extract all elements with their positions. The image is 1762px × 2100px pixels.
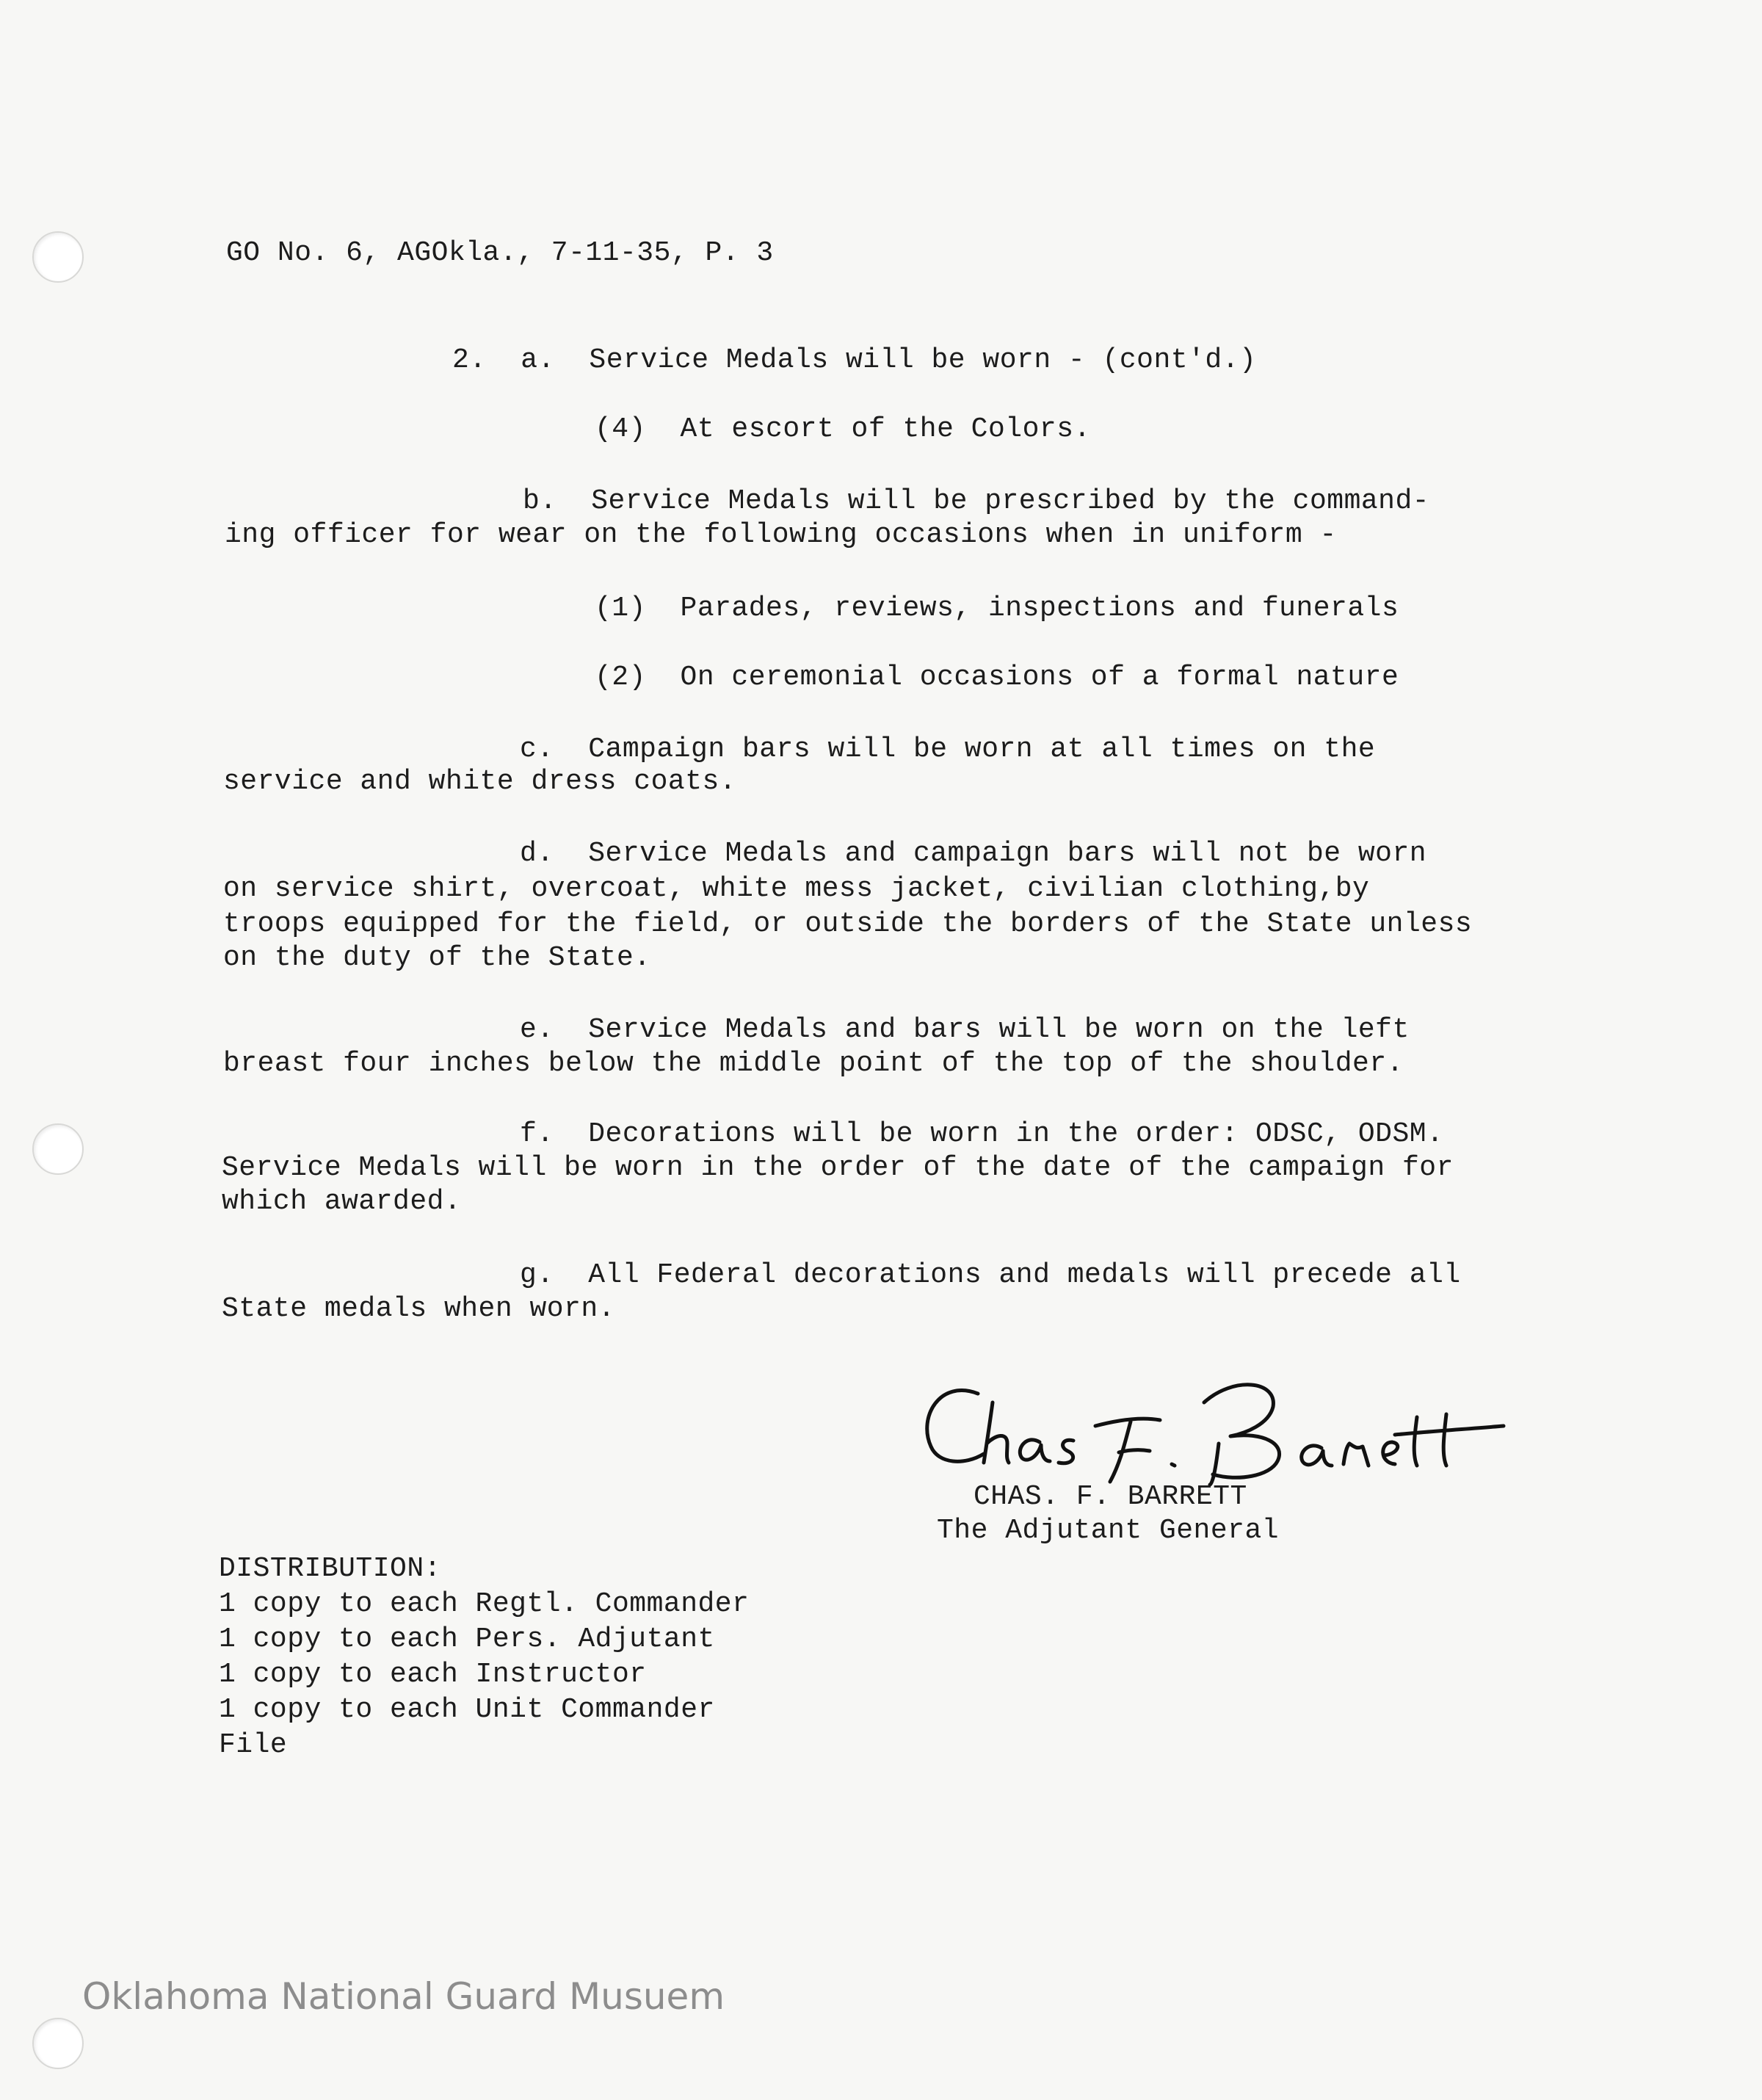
para-2a: 2. a. Service Medals will be worn - (cont'd.) [452, 344, 1257, 376]
para-d-line-4: on the duty of the State. [223, 942, 651, 974]
punch-hole [32, 2018, 84, 2069]
item-1: (1) Parades, reviews, inspections and funerals [595, 593, 1399, 624]
signatory-name: CHAS. F. BARRETT [974, 1481, 1247, 1513]
para-b-line-2: ing officer for wear on the following occasions when in uniform - [225, 519, 1337, 551]
distribution-item: File [219, 1729, 288, 1761]
para-f-line-2: Service Medals will be worn in the order of the date of the campaign for [222, 1152, 1454, 1184]
para-f-line-1: f. Decorations will be worn in the order: ODSC, ODSM. [520, 1118, 1444, 1150]
para-g-line-2: State medals when worn. [222, 1293, 615, 1325]
signatory-title: The Adjutant General [937, 1515, 1280, 1546]
item-4: (4) At escort of the Colors. [595, 413, 1091, 445]
punch-hole [32, 231, 84, 283]
document-header: GO No. 6, AGOkla., 7-11-35, P. 3 [226, 237, 774, 269]
distribution-item: 1 copy to each Regtl. Commander [219, 1588, 750, 1620]
para-d-line-1: d. Service Medals and campaign bars will not be worn [520, 838, 1427, 869]
para-f-line-3: which awarded. [222, 1186, 462, 1217]
para-e-line-1: e. Service Medals and bars will be worn on the left [520, 1014, 1410, 1046]
distribution-item: 1 copy to each Instructor [219, 1659, 647, 1690]
distribution-heading: DISTRIBUTION: [219, 1553, 441, 1585]
para-e-line-2: breast four inches below the middle point of the top of the shoulder. [223, 1048, 1404, 1079]
para-g-line-1: g. All Federal decorations and medals will precede all [520, 1259, 1461, 1291]
museum-watermark: Oklahoma National Guard Musuem [82, 1975, 725, 2018]
para-d-line-3: troops equipped for the field, or outside the borders of the State unless [223, 908, 1473, 940]
signature [910, 1373, 1512, 1491]
distribution-item: 1 copy to each Pers. Adjutant [219, 1623, 715, 1655]
item-2: (2) On ceremonial occasions of a formal nature [595, 662, 1399, 693]
para-c-line-2: service and white dress coats. [223, 766, 737, 797]
para-b-line-1: b. Service Medals will be prescribed by the command- [523, 485, 1430, 517]
para-d-line-2: on service shirt, overcoat, white mess jacket, civilian clothing,by [223, 873, 1370, 905]
distribution-item: 1 copy to each Unit Commander [219, 1694, 715, 1726]
para-c-line-1: c. Campaign bars will be worn at all times on the [520, 734, 1376, 765]
punch-hole [32, 1123, 84, 1175]
